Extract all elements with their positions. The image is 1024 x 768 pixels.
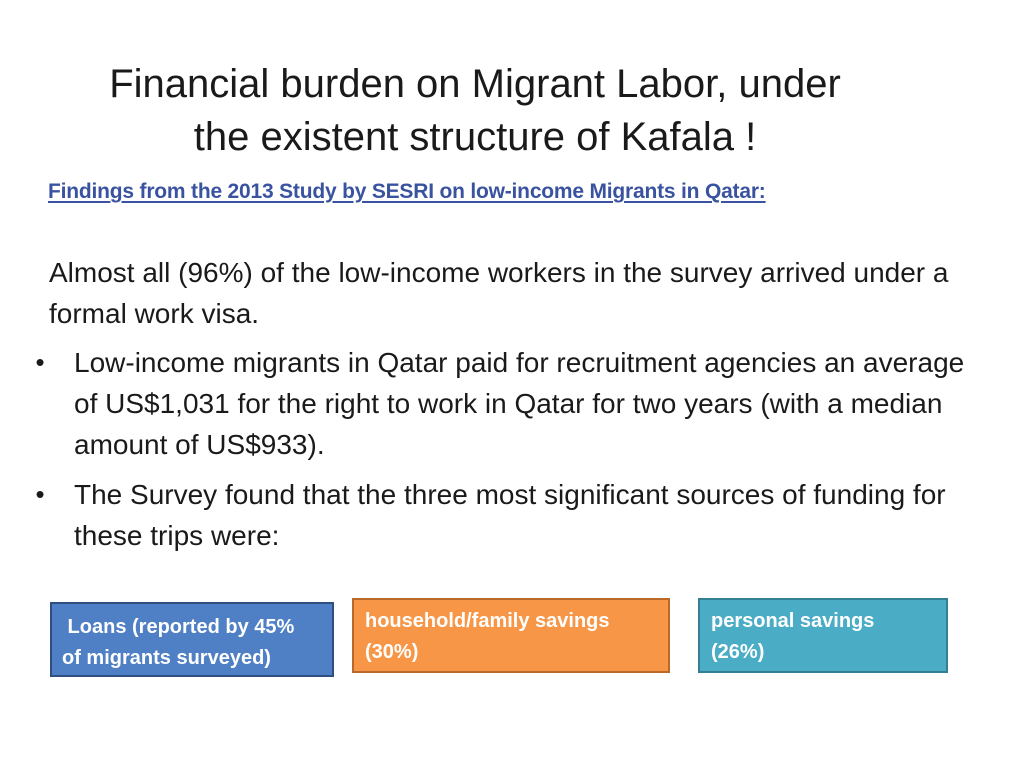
bullet-text: Low-income migrants in Qatar paid for recruitment agencies an average of US$1,031 for the right to work in Qatar for two years (with a median amount of US$933). [74,347,965,460]
funding-box-personal-line-1: personal savings [711,610,875,632]
funding-box-household-savings [352,598,670,673]
funding-box-loans-line-1: Loans (reported by 45% [62,616,295,638]
bullet-list [30,342,965,565]
title-line-1: Financial burden on Migrant Labor, under [109,62,841,106]
funding-box-loans-line-2: of migrants surveyed) [62,647,271,669]
bullet-icon: • [35,347,45,377]
funding-box-loans [50,602,334,677]
funding-box-household-line-1: household/family savings [365,610,610,632]
funding-box-personal-line-2: (26%) [711,641,765,663]
funding-box-personal-savings [698,598,948,673]
bullet-icon: • [35,479,45,509]
funding-box-household-line-2: (30%) [365,641,419,663]
bullet-item [30,342,965,465]
bullet-text: The Survey found that the three most significant sources of funding for these trips were: [74,479,946,551]
title-line-2: the existent structure of Kafala ! [193,115,757,159]
slide-title [80,58,870,164]
intro-paragraph: Almost all (96%) of the low-income workers in the survey arrived under a formal work visa. [49,257,949,329]
bullet-item [30,474,965,556]
slide-subtitle: Findings from the 2013 Study by SESRI on low-income Migrants in Qatar: [48,180,766,203]
